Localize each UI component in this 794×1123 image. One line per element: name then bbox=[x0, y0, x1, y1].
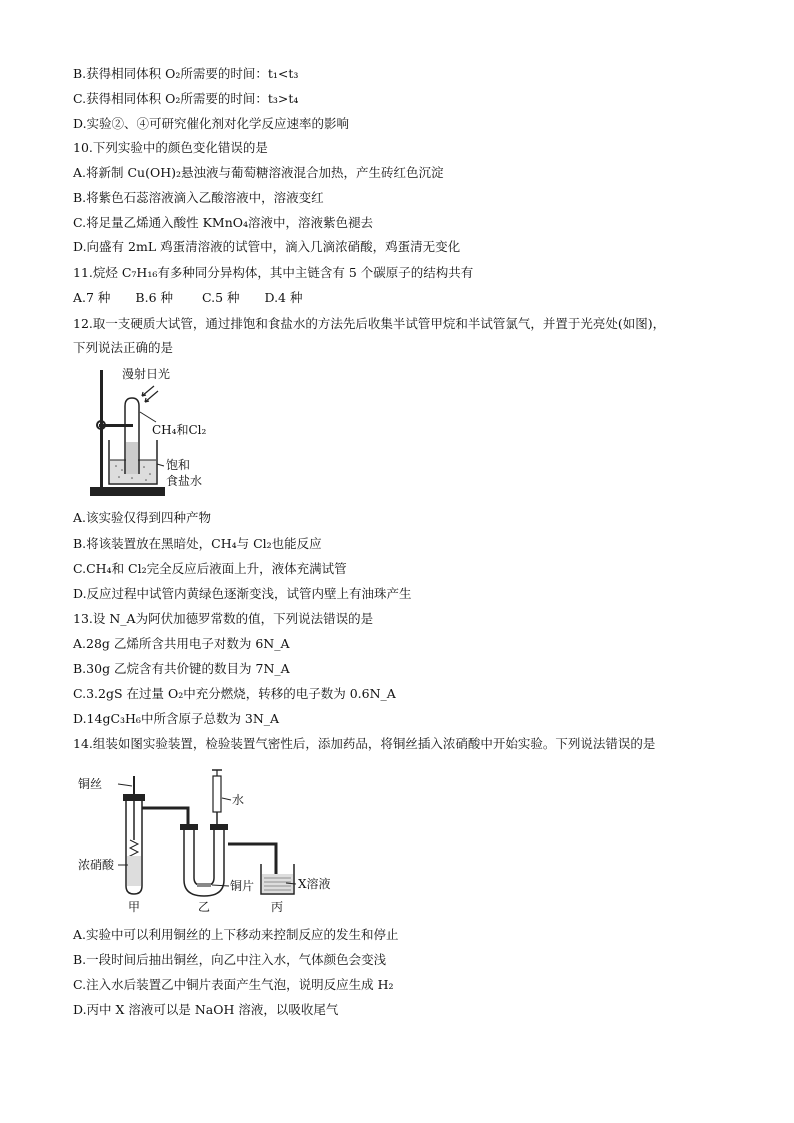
q13-option-a: A.28g 乙烯所含共用电子对数为 6N_A bbox=[73, 636, 290, 651]
q13-option-b: B.30g 乙烷含有共价键的数目为 7N_A bbox=[73, 661, 290, 676]
q9-option-c: C.获得相同体积 O₂所需要的时间：t₃>t₄ bbox=[73, 91, 299, 106]
q12-stem-1: 12.取一支硬质大试管，通过排饱和食盐水的方法先后收集半试管甲烷和半试管氯气，并置于光亮处(如图)， bbox=[73, 316, 666, 331]
q11-options: A.7 种 B.6 种 C.5 种 D.4 种 bbox=[73, 290, 303, 305]
light-label: 漫射日光 bbox=[122, 367, 171, 381]
q12-option-d: D.反应过程中试管内黄绿色逐渐变浅，试管内壁上有油珠产生 bbox=[73, 586, 412, 601]
q14-option-b: B.一段时间后抽出铜丝，向乙中注入水，气体颜色会变浅 bbox=[73, 952, 387, 967]
water-label: 水 bbox=[232, 793, 245, 807]
q13-option-c: C.3.2gS 在过量 O₂中充分燃烧，转移的电子数为 0.6N_A bbox=[73, 686, 396, 701]
figure-copper-nitric-acid-apparatus bbox=[76, 768, 336, 918]
q12-option-a: A.该实验仅得到四种产物 bbox=[73, 510, 212, 525]
brine-label-2: 食盐水 bbox=[166, 474, 203, 488]
q14-stem: 14.组装如图实验装置，检验装置气密性后，添加药品，将铜丝插入浓硝酸中开始实验。下列说法错误的是 bbox=[73, 736, 656, 751]
q12-option-b: B.将该装置放在黑暗处，CH₄与 Cl₂也能反应 bbox=[73, 536, 322, 551]
q9-option-d: D.实验②、④可研究催化剂对化学反应速率的影响 bbox=[73, 116, 350, 131]
yi-label: 乙 bbox=[198, 900, 211, 914]
q13-option-d: D.14gC₃H₆中所含原子总数为 3N_A bbox=[73, 711, 280, 726]
q13-stem: 13.设 N_A为阿伏加德罗常数的值，下列说法错误的是 bbox=[73, 611, 374, 626]
q11-stem: 11.烷烃 C₇H₁₆有多种同分异构体，其中主链含有 5 个碳原子的结构共有 bbox=[73, 265, 474, 280]
wire-label: 铜丝 bbox=[78, 777, 103, 791]
figure-ch4-cl2-apparatus bbox=[84, 364, 224, 504]
acid-label: 浓硝酸 bbox=[78, 858, 115, 872]
q14-option-c: C.注入水后装置乙中铜片表面产生气泡，说明反应生成 H₂ bbox=[73, 977, 394, 992]
brine-label-1: 饱和 bbox=[166, 458, 191, 472]
q10-option-d: D.向盛有 2mL 鸡蛋清溶液的试管中，滴入几滴浓硝酸，鸡蛋清无变化 bbox=[73, 239, 461, 254]
q14-option-a: A.实验中可以利用铜丝的上下移动来控制反应的发生和停止 bbox=[73, 927, 399, 942]
q14-option-d: D.丙中 X 溶液可以是 NaOH 溶液，以吸收尾气 bbox=[73, 1002, 339, 1017]
bing-label: 丙 bbox=[271, 900, 284, 914]
q10-stem: 10.下列实验中的颜色变化错误的是 bbox=[73, 140, 268, 155]
q12-option-c: C.CH₄和 Cl₂完全反应后液面上升，液体充满试管 bbox=[73, 561, 347, 576]
copper-label: 铜片 bbox=[230, 879, 255, 893]
q10-option-c: C.将足量乙烯通入酸性 KMnO₄溶液中，溶液紫色褪去 bbox=[73, 215, 374, 230]
solution-label: X溶液 bbox=[298, 877, 331, 891]
q10-option-a: A.将新制 Cu(OH)₂悬浊液与葡萄糖溶液混合加热，产生砖红色沉淀 bbox=[73, 165, 444, 180]
q9-option-b: B.获得相同体积 O₂所需要的时间：t₁<t₃ bbox=[73, 66, 299, 81]
jia-label: 甲 bbox=[128, 900, 141, 914]
gas-label: CH₄和Cl₂ bbox=[152, 423, 207, 437]
q10-option-b: B.将紫色石蕊溶液滴入乙酸溶液中，溶液变红 bbox=[73, 190, 324, 205]
q12-stem-2: 下列说法正确的是 bbox=[73, 340, 174, 355]
